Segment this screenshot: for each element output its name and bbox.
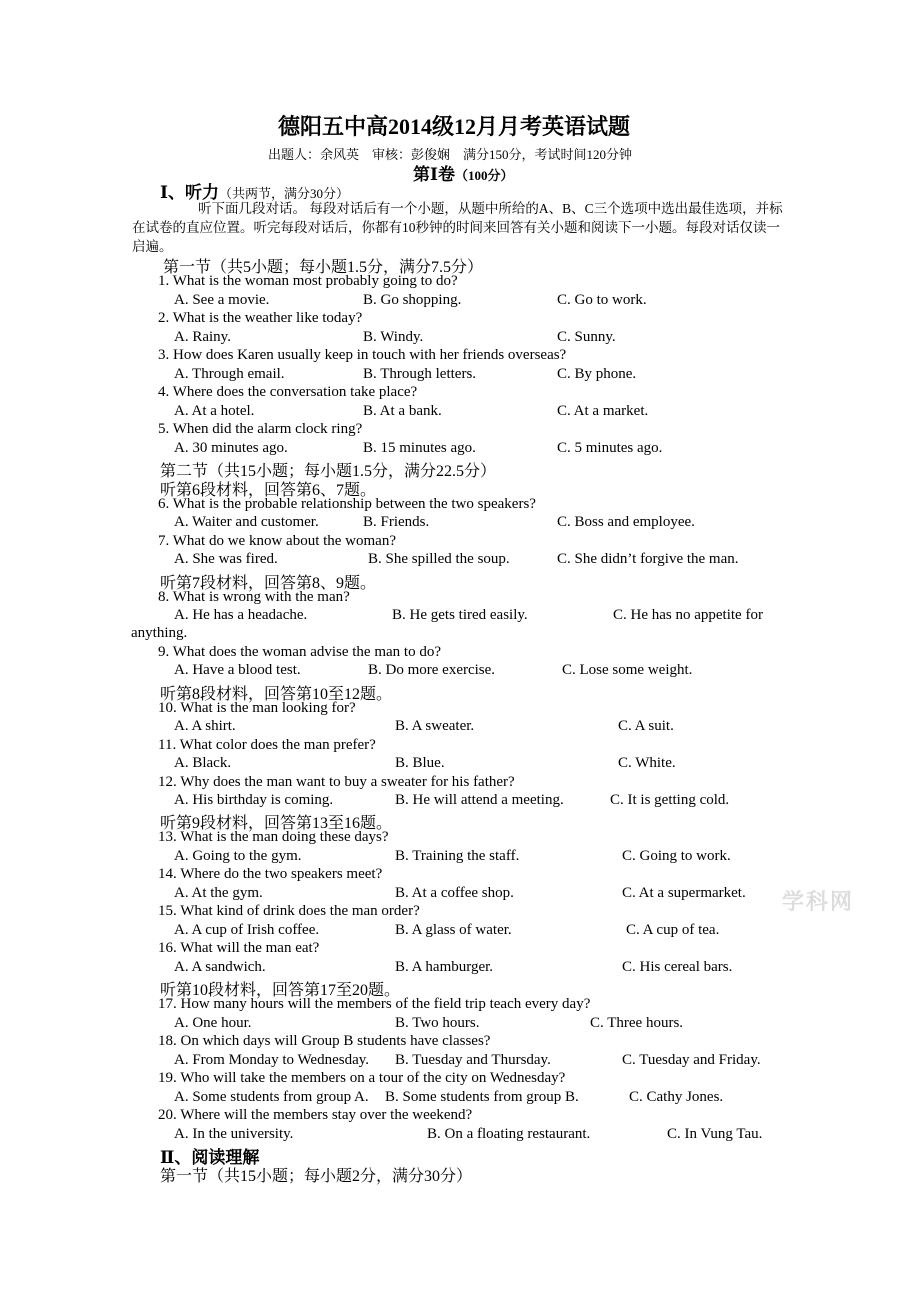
option-b: B. Windy. [363, 329, 424, 345]
question-17: 17. How many hours will the members of the field trip teach every day? [158, 996, 591, 1012]
option-a: A. Through email. [174, 366, 285, 382]
option-b: B. Two hours. [395, 1015, 480, 1031]
part1-note: （共两节，满分30分） [218, 186, 349, 201]
question-1: 1. What is the woman most probably going to do? [158, 273, 458, 289]
question-3: 3. How does Karen usually keep in touch with her friends overseas? [158, 347, 567, 363]
watermark: 学科网 [782, 889, 855, 914]
option-b: B. Training the staff. [395, 848, 520, 864]
instructions: 听下面几段对话。 每段对话后有一个小题，从题中所给的A、B、C三个选项中选出最佳选项，并标在试卷的直应位置。听完每段对话后，你都有10秒钟的时间来回答有关小题和阅读下一小题。每段对话仅读一启遍。 [132, 201, 783, 254]
question-4: 4. Where does the conversation take place? [158, 384, 418, 400]
option-c: C. Go to work. [557, 292, 647, 308]
option-b: B. Do more exercise. [368, 662, 496, 678]
question-2: 2. What is the weather like today? [158, 310, 363, 326]
question-14: 14. Where do the two speakers meet? [158, 866, 383, 882]
material-8: 听第8段材料，回答第10至12题。 [160, 686, 393, 703]
option-b: B. A glass of water. [395, 922, 512, 938]
option-a: A. Going to the gym. [174, 848, 302, 864]
volume-score: （100分） [454, 168, 514, 183]
option-b: B. At a coffee shop. [395, 885, 514, 901]
option-c: C. Boss and employee. [557, 514, 695, 530]
question-10: 10. What is the man looking for? [158, 700, 356, 716]
option-c: C. He has no appetite for [613, 607, 763, 623]
option-b: B. He will attend a meeting. [395, 792, 564, 808]
option-c: C. Three hours. [590, 1015, 684, 1031]
option-b: B. Through letters. [363, 366, 477, 382]
option-c: C. At a supermarket. [622, 885, 746, 901]
question-16: 16. What will the man eat? [158, 940, 320, 956]
option-c: C. White. [618, 755, 676, 771]
question-13: 13. What is the man doing these days? [158, 829, 389, 845]
option-a: A. A cup of Irish coffee. [174, 922, 320, 938]
option-b: B. Some students from group B. [385, 1089, 579, 1105]
option-b: B. Blue. [395, 755, 445, 771]
option-c-continuation: anything. [131, 625, 188, 641]
page-title: 德阳五中高2014级12月月考英语试题 [278, 114, 631, 139]
option-a: A. He has a headache. [174, 607, 308, 623]
option-a: A. She was fired. [174, 551, 278, 567]
option-b: B. A sweater. [395, 718, 475, 734]
option-b: B. She spilled the soup. [368, 551, 510, 567]
option-a: A. His birthday is coming. [174, 792, 334, 808]
option-b: B. On a floating restaurant. [427, 1126, 591, 1142]
option-c: C. A suit. [618, 718, 674, 734]
material-9: 听第9段材料，回答第13至16题。 [160, 815, 393, 832]
option-c: C. In Vung Tau. [667, 1126, 763, 1142]
option-a: A. 30 minutes ago. [174, 440, 288, 456]
option-c: C. Lose some weight. [562, 662, 693, 678]
question-7: 7. What do we know about the woman? [158, 533, 397, 549]
question-20: 20. Where will the members stay over the weekend? [158, 1107, 473, 1123]
section2-heading: 第二节（共15小题；每小题1.5分，满分22.5分） [160, 463, 497, 480]
option-c: C. Going to work. [622, 848, 731, 864]
question-9: 9. What does the woman advise the man to do? [158, 644, 441, 660]
option-a: A. At the gym. [174, 885, 263, 901]
volume-label: 第Ⅰ卷 [413, 165, 455, 184]
option-a: A. One hour. [174, 1015, 252, 1031]
option-b: B. 15 minutes ago. [363, 440, 476, 456]
option-a: A. In the university. [174, 1126, 294, 1142]
question-12: 12. Why does the man want to buy a sweater for his father? [158, 774, 515, 790]
option-a: A. Have a blood test. [174, 662, 301, 678]
option-c: C. At a market. [557, 403, 649, 419]
question-18: 18. On which days will Group B students have classes? [158, 1033, 491, 1049]
option-a: A. A sandwich. [174, 959, 266, 975]
question-6: 6. What is the probable relationship between the two speakers? [158, 496, 536, 512]
option-c: C. She didn’t forgive the man. [557, 551, 739, 567]
material-7: 听第7段材料，回答第8、9题。 [160, 575, 377, 592]
option-c: C. A cup of tea. [626, 922, 720, 938]
option-c: C. His cereal bars. [622, 959, 733, 975]
question-8: 8. What is wrong with the man? [158, 589, 350, 605]
option-a: A. A shirt. [174, 718, 236, 734]
option-c: C. 5 minutes ago. [557, 440, 663, 456]
option-c: C. It is getting cold. [610, 792, 730, 808]
option-b: B. Friends. [363, 514, 430, 530]
option-a: A. See a movie. [174, 292, 270, 308]
option-b: B. A hamburger. [395, 959, 494, 975]
option-c: C. Cathy Jones. [629, 1089, 724, 1105]
part2-heading: Ⅱ、阅读理解 [160, 1148, 260, 1167]
question-19: 19. Who will take the members on a tour of the city on Wednesday? [158, 1070, 566, 1086]
option-a: A. Waiter and customer. [174, 514, 319, 530]
section1-heading: 第一节（共5小题；每小题1.5分，满分7.5分） [163, 259, 484, 276]
option-a: A. From Monday to Wednesday. [174, 1052, 370, 1068]
option-b: B. Tuesday and Thursday. [395, 1052, 551, 1068]
part1-title: Ⅰ、听力 [160, 183, 219, 202]
question-15: 15. What kind of drink does the man order? [158, 903, 420, 919]
material-10: 听第10段材料，回答第17至20题。 [160, 982, 401, 999]
volume-heading [413, 160, 513, 185]
option-a: A. Rainy. [174, 329, 231, 345]
authors-line: 出题人：余风英 审核：彭俊娴 满分150分，考试时间120分钟 [268, 147, 633, 162]
question-11: 11. What color does the man prefer? [158, 737, 376, 753]
option-b: B. Go shopping. [363, 292, 462, 308]
option-b: B. At a bank. [363, 403, 442, 419]
option-c: C. Tuesday and Friday. [622, 1052, 761, 1068]
part2-section1: 第一节（共15小题；每小题2分，满分30分） [160, 1168, 473, 1185]
option-c: C. By phone. [557, 366, 637, 382]
question-5: 5. When did the alarm clock ring? [158, 421, 363, 437]
option-a: A. Black. [174, 755, 232, 771]
option-a: A. Some students from group A. [174, 1089, 369, 1105]
option-b: B. He gets tired easily. [392, 607, 528, 623]
option-a: A. At a hotel. [174, 403, 255, 419]
material-6: 听第6段材料，回答第6、7题。 [160, 482, 377, 499]
option-c: C. Sunny. [557, 329, 616, 345]
